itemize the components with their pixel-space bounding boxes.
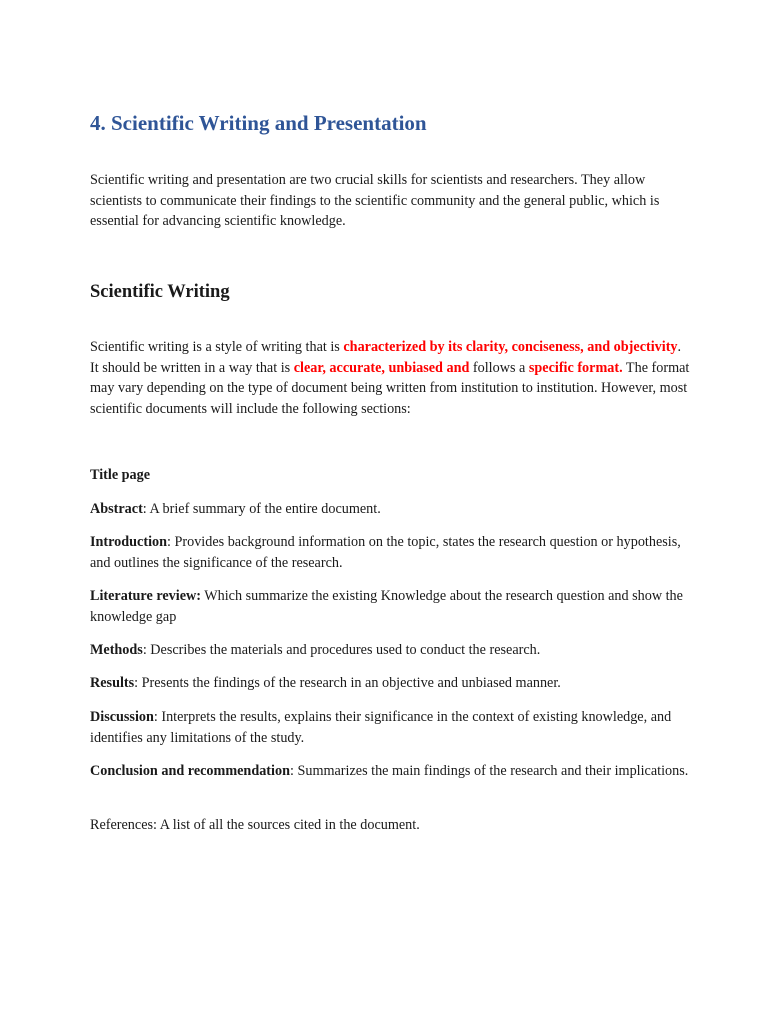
section-term: Abstract (90, 501, 143, 517)
section-description: : Summarizes the main findings of the research and their implications. (289, 763, 689, 779)
section-description: Which summarize the existing Knowledge about the research question and show the knowledge gap (90, 588, 683, 625)
section-description: : Describes the materials and procedures used to conduct the research. (142, 642, 541, 658)
list-item-introduction (90, 532, 690, 573)
section-description: : Presents the findings of the research in an objective and unbiased manner. (134, 675, 561, 691)
list-item-conclusion (90, 761, 690, 782)
section-term: Title page (90, 467, 151, 483)
section-description: : Interprets the results, explains their significance in the context of existing knowledge, and identifies any limitations of the study. (90, 709, 672, 746)
highlight-text: clear, accurate, unbiased and (293, 359, 470, 376)
subsection-heading: Scientific Writing (90, 282, 230, 302)
section-term: Introduction (90, 534, 167, 550)
intro-paragraph: Scientific writing and presentation are two crucial skills for scientists and researchers. They allow scientists to communicate their findings to the scientific community and the general public, which is essential for advancing scientific knowledge. (90, 172, 660, 230)
body-text: . It should be written in a way that is (90, 339, 682, 376)
body-text: follows a (469, 359, 529, 376)
section-term: Methods (90, 642, 143, 658)
list-item-literature-review (90, 586, 690, 627)
section-description: : A brief summary of the entire document. (142, 501, 381, 517)
section-description: References: A list of all the sources cited in the document. (90, 817, 420, 833)
highlight-text: characterized by its clarity, conciseness, and objectivity (343, 339, 678, 355)
section-term: Results (90, 675, 135, 691)
scientific-writing-paragraph (90, 337, 690, 419)
section-term: Discussion (90, 709, 154, 725)
list-item-title-page (90, 465, 690, 486)
highlight-text: specific format. (528, 359, 623, 376)
body-text: Scientific writing is a style of writing that is (90, 339, 344, 355)
section-description: : Provides background information on the topic, states the research question or hypothesis, and outlines the significance of the research. (90, 534, 681, 571)
list-item-results (90, 673, 690, 694)
list-item-references (90, 815, 690, 836)
section-term: Literature review: (90, 588, 201, 604)
list-item-discussion (90, 707, 690, 748)
section-term: Conclusion and recommendation (90, 763, 290, 779)
section-heading: 4. Scientific Writing and Presentation (90, 111, 427, 135)
list-item-methods (90, 640, 690, 661)
body-text: The format may vary depending on the type of document being written from institution to institution. However, most scientific documents will include the following sections: (90, 359, 690, 417)
list-item-abstract (90, 499, 690, 520)
